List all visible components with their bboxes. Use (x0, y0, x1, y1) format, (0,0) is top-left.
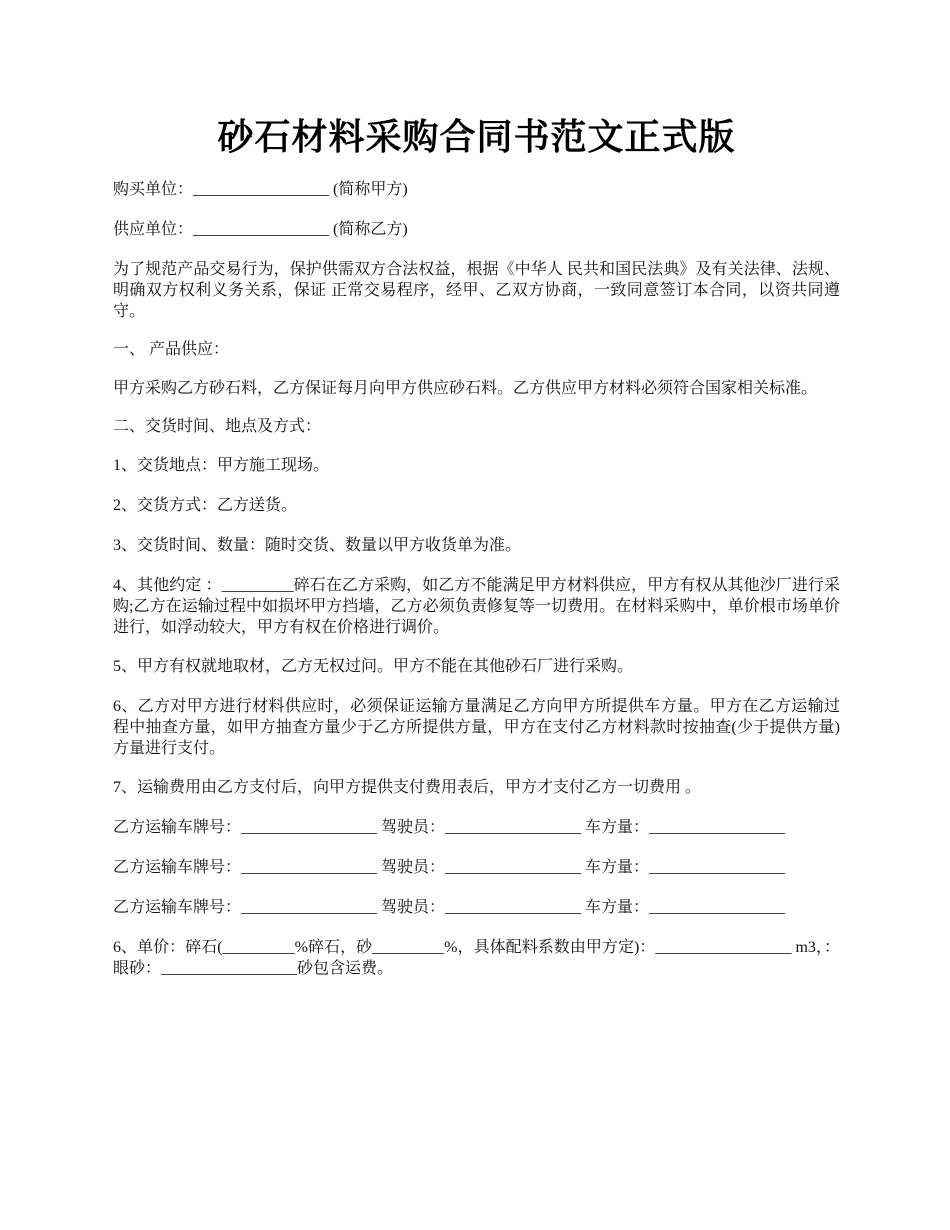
document-page (113, 0, 840, 979)
section-heading-product-supply: 一、 产品供应： (113, 341, 230, 358)
clause-transport-fees: 7、运输费用由乙方支付后，向甲方提供支付费用表后，甲方才支付乙方一切费用 。 (113, 779, 702, 796)
clause-delivery-time-quantity: 3、交货时间、数量：随时交货、数量以甲方收货单为准。 (113, 537, 522, 554)
buyer-line: 购买单位：_________________ (简称甲方) (113, 181, 408, 198)
clause-delivery-method: 2、交货方式：乙方送货。 (113, 497, 298, 514)
clause-local-materials: 5、甲方有权就地取材，乙方无权过问。甲方不能在其他砂石厂进行采购。 (113, 658, 634, 675)
clause-other-agreement: 4、其他约定 ：_________碎石在乙方采购，如乙方不能满足甲方材料供应，甲方有权从其他沙厂进行采购;乙方在运输过程中如损坏甲方挡墙，乙方必须负责修复等一切费用。在材料采购中，单价根市场单价进行，如浮动较大，甲方有权在价格进行调价。 (113, 577, 840, 636)
clause-unit-price: 6、单价：碎石(_________%碎石，砂_________%，具体配料系数由甲方定)：_________________ m3，：眼砂：_________________砂包含运费。 (113, 939, 840, 977)
document-title: 砂石材料采购合同书范文正式版 (217, 117, 736, 157)
vehicle-row: 乙方运输车牌号：_________________ 驾驶员：_________________ 车方量：_________________ (113, 859, 786, 876)
section-heading-delivery: 二、交货时间、地点及方式： (113, 418, 322, 435)
vehicle-row: 乙方运输车牌号：_________________ 驾驶员：_________________ 车方量：_________________ (113, 819, 786, 836)
vehicle-row: 乙方运输车牌号：_________________ 驾驶员：_________________ 车方量：_________________ (113, 899, 786, 916)
supplier-line: 供应单位：_________________ (简称乙方) (113, 221, 408, 238)
preamble-paragraph: 为了规范产品交易行为，保护供需双方合法权益，根据《中华人 民共和国民法典》及有关法律、法规、明确双方权利义务关系，保证 正常交易程序，经甲、乙双方协商，一致同意签订本合同，以资共同遵守。 (113, 261, 840, 320)
clause-delivery-location: 1、交货地点：甲方施工现场。 (113, 457, 330, 474)
product-supply-paragraph: 甲方采购乙方砂石料，乙方保证每月向甲方供应砂石料。乙方供应甲方材料必须符合国家相关标准。 (113, 380, 818, 397)
clause-volume-check: 6、乙方对甲方进行材料供应时，必须保证运输方量满足乙方向甲方所提供车方量。甲方在乙方运输过程中抽查方量，如甲方抽查方量少于乙方所提供方量，甲方在支付乙方材料款时按抽查(少于提供方量)方量进行支付。 (113, 698, 840, 757)
